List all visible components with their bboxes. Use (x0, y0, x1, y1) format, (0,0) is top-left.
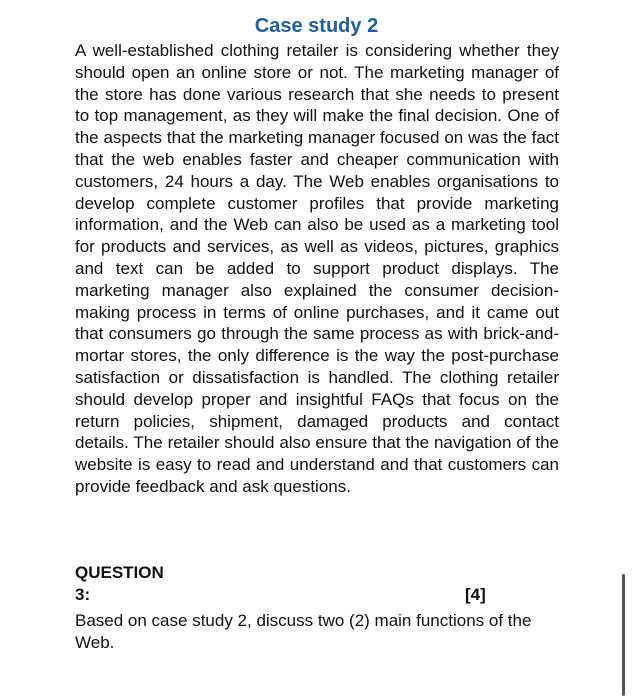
question-heading: QUESTION (75, 563, 164, 582)
case-study-body: A well-established clothing retailer is considering whether they should open an online store or not. The marketing manager of the store has done various research that she needs to present to top management, as they will make the final decision. One of the aspects that the marketing manager focused on was the fact that the web enables faster and cheaper communication with customers, 24 hours a day. The Web enables organisations to develop complete customer profiles that provide marketing information, and the Web can also be used as a marketing tool for products and services, as well as videos, pictures, graphics and text can be added to support product displays. The marketing manager also explained the consumer decision-making process in terms of online purchases, and it came out that consumers go through the same process as with brick-and-mortar stores, the only difference is the way the post-purchase satisfaction or dissatisfaction is handled. The clothing retailer should develop proper and insightful FAQs that focus on the return policies, shipment, damaged products and contact details. The retailer should also ensure that the navigation of the website is easy to read and understand and that customers can provide feedback and ask questions. (75, 41, 559, 496)
question-number: 3: (75, 585, 91, 604)
vertical-scrollbar[interactable] (622, 574, 625, 696)
question-marks: [4] (465, 585, 486, 604)
question-text: Based on case study 2, discuss two (2) main functions of the Web. (75, 611, 532, 652)
case-study-title: Case study 2 (254, 15, 379, 37)
